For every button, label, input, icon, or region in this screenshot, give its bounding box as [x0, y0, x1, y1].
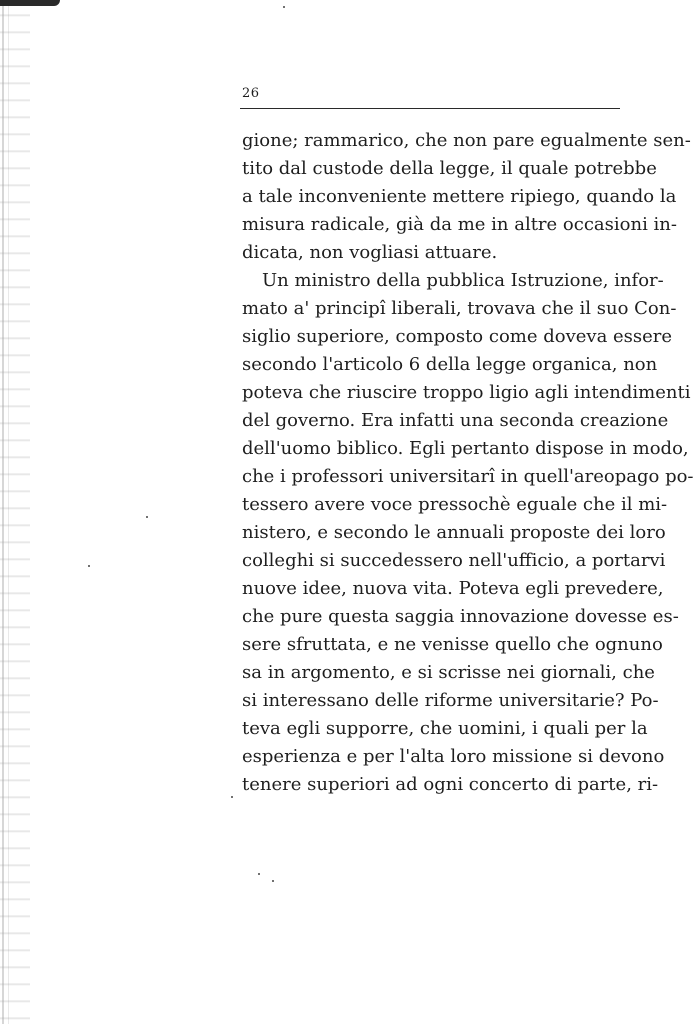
text-line: si interessano delle riforme universitarie? Po-: [242, 690, 659, 711]
text-line: a tale inconveniente mettere ripiego, quando la: [242, 186, 677, 207]
text-line: tenere superiori ad ogni concerto di parte, ri-: [242, 774, 659, 795]
text-line: dell'uomo biblico. Egli pertanto dispose in modo,: [242, 438, 689, 459]
body-text: [242, 127, 694, 799]
text-line: nistero, e secondo le annuali proposte dei loro: [242, 522, 666, 543]
text-line: che pure questa saggia innovazione dovesse es-: [242, 606, 679, 627]
print-speck: [258, 873, 260, 875]
text-line: dicata, non vogliasi attuare.: [242, 242, 498, 263]
text-line: gione; rammarico, che non pare egualmente sen-: [242, 130, 691, 151]
text-line: poteva che riuscire troppo ligio agli intendimenti: [242, 382, 691, 403]
text-line: del governo. Era infatti una seconda creazione: [242, 410, 669, 431]
text-line: siglio superiore, composto come doveva essere: [242, 326, 673, 347]
text-line: sere sfruttata, e ne venisse quello che ognuno: [242, 634, 663, 655]
print-speck: [231, 796, 233, 798]
text-line: nuove idee, nuova vita. Poteva egli prevedere,: [242, 578, 664, 599]
text-line: Un ministro della pubblica Istruzione, infor-: [262, 270, 664, 291]
text-line: misura radicale, già da me in altre occasioni in-: [242, 214, 677, 235]
paragraph-1: [242, 127, 691, 267]
print-speck: [283, 6, 285, 8]
binding-edge: [0, 0, 30, 1024]
paragraph-2: [242, 267, 694, 799]
header-rule: [240, 108, 620, 109]
text-line: mato a' principî liberali, trovava che il suo Con-: [242, 298, 677, 319]
text-line: esperienza e per l'alta loro missione si devono: [242, 746, 665, 767]
text-line: che i professori universitarî in quell'areopago po-: [242, 466, 694, 487]
corner-mark: [0, 0, 60, 6]
print-speck: [88, 565, 90, 567]
page-number: 26: [242, 86, 260, 101]
text-line: tito dal custode della legge, il quale potrebbe: [242, 158, 657, 179]
text-line: tessero avere voce pressochè eguale che il mi-: [242, 494, 668, 515]
text-line: sa in argomento, e si scrisse nei giornali, che: [242, 662, 655, 683]
text-line: secondo l'articolo 6 della legge organica, non: [242, 354, 658, 375]
text-line: teva egli supporre, che uomini, i quali per la: [242, 718, 648, 739]
text-line: colleghi si succedessero nell'ufficio, a portarvi: [242, 550, 666, 571]
print-speck: [272, 880, 274, 882]
print-speck: [146, 516, 148, 518]
